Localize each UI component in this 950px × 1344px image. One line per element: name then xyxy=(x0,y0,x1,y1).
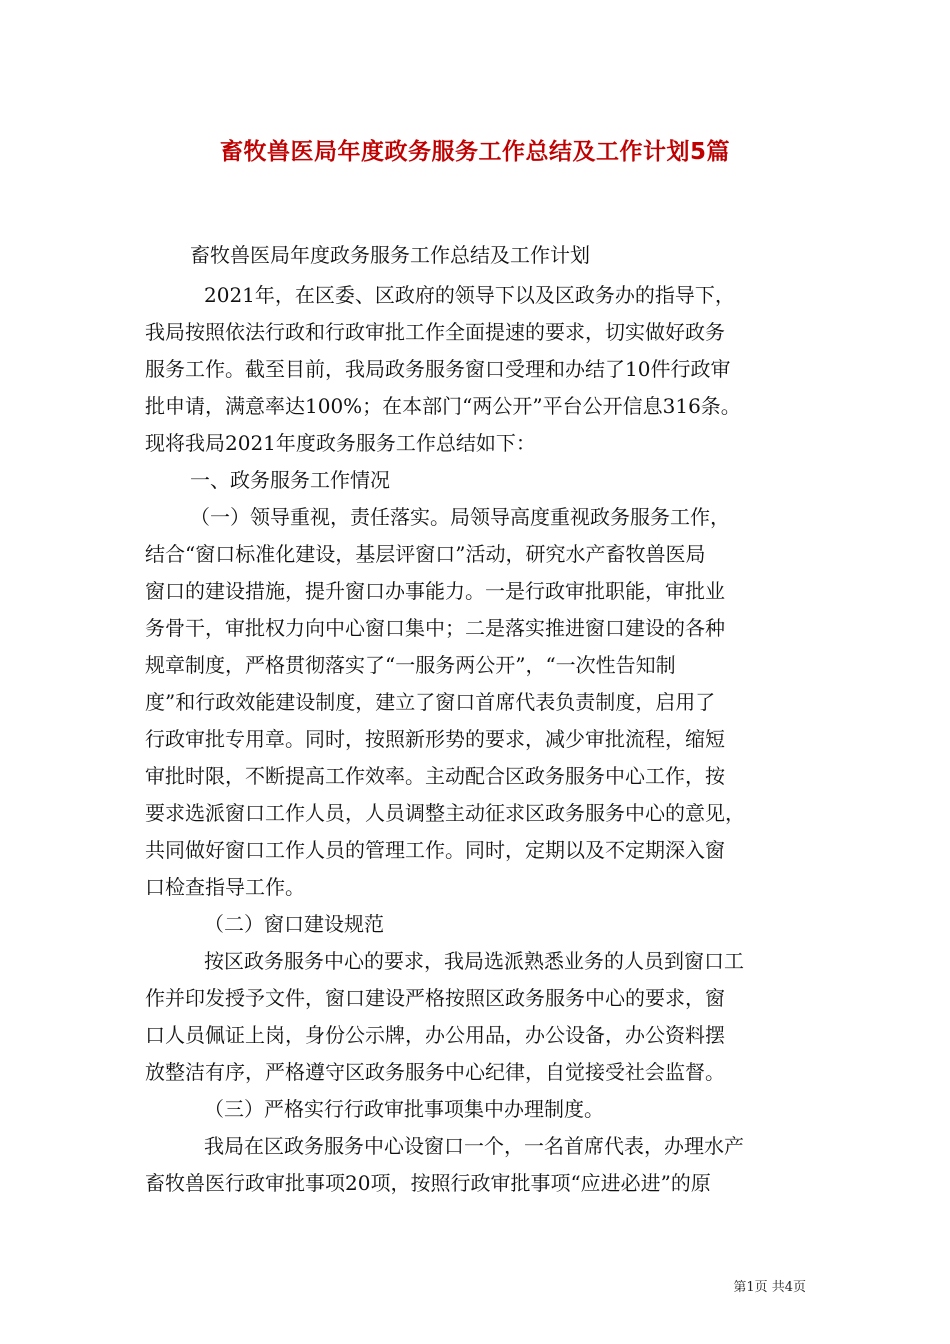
body-line: 口检查指导工作。 xyxy=(145,875,305,899)
body-line: 批申请，满意率达100%；在本部门“两公开”平台公开信息316条。 xyxy=(145,394,741,418)
body-line: 度”和行政效能建设制度，建立了窗口首席代表负责制度，启用了 xyxy=(145,690,716,714)
section-heading: （三）严格实行行政审批事项集中办理制度。 xyxy=(204,1097,604,1121)
body-line: 口人员佩证上岗，身份公示牌，办公用品，办公设备，办公资料摆 xyxy=(145,1023,725,1047)
body-line: 服务工作。截至目前，我局政务服务窗口受理和办结了10件行政审 xyxy=(145,357,731,381)
body-line: 我局按照依法行政和行政审批工作全面提速的要求，切实做好政务 xyxy=(145,320,725,344)
body-line: 现将我局2021年度政务服务工作总结如下： xyxy=(145,431,536,455)
body-line: 行政审批专用章。同时，按照新形势的要求，减少审批流程，缩短 xyxy=(145,727,725,751)
body-line: 窗口的建设措施，提升窗口办事能力。一是行政审批职能，审批业 xyxy=(145,579,725,603)
body-line: 结合“窗口标准化建设，基层评窗口”活动，研究水产畜牧兽医局 xyxy=(145,542,706,566)
body-line: 作并印发授予文件，窗口建设严格按照区政务服务中心的要求，窗 xyxy=(145,986,725,1010)
body-line: 审批时限，不断提高工作效率。主动配合区政务服务中心工作，按 xyxy=(145,764,725,788)
document-title: 畜牧兽医局年度政务服务工作总结及工作计划5篇 xyxy=(219,139,730,165)
body-line: 放整洁有序，严格遵守区政务服务中心纪律，自觉接受社会监督。 xyxy=(145,1060,725,1084)
body-line: 我局在区政务服务中心设窗口一个，一名首席代表，办理水产 xyxy=(204,1134,744,1158)
subtitle-line: 畜牧兽医局年度政务服务工作总结及工作计划 xyxy=(190,243,590,267)
body-line: 按区政务服务中心的要求，我局选派熟悉业务的人员到窗口工 xyxy=(204,949,744,973)
section-heading: （二）窗口建设规范 xyxy=(204,912,384,936)
body-line: 2021年，在区委、区政府的领导下以及区政务办的指导下， xyxy=(204,283,735,307)
body-line: 务骨干，审批权力向中心窗口集中；二是落实推进窗口建设的各种 xyxy=(145,616,725,640)
body-line: 畜牧兽医行政审批事项20项，按照行政审批事项“应进必进”的原 xyxy=(145,1171,711,1195)
body-line: 共同做好窗口工作人员的管理工作。同时，定期以及不定期深入窗 xyxy=(145,838,725,862)
body-line: 规章制度，严格贯彻落实了“一服务两公开”，“一次性告知制 xyxy=(145,653,676,677)
body-line: 要求选派窗口工作人员，人员调整主动征求区政务服务中心的意见， xyxy=(145,801,745,825)
body-line: （一）领导重视，责任落实。局领导高度重视政务服务工作， xyxy=(190,505,730,529)
section-heading: 一、政务服务工作情况 xyxy=(190,468,390,492)
page-number: 第1页 共4页 xyxy=(733,1280,806,1295)
